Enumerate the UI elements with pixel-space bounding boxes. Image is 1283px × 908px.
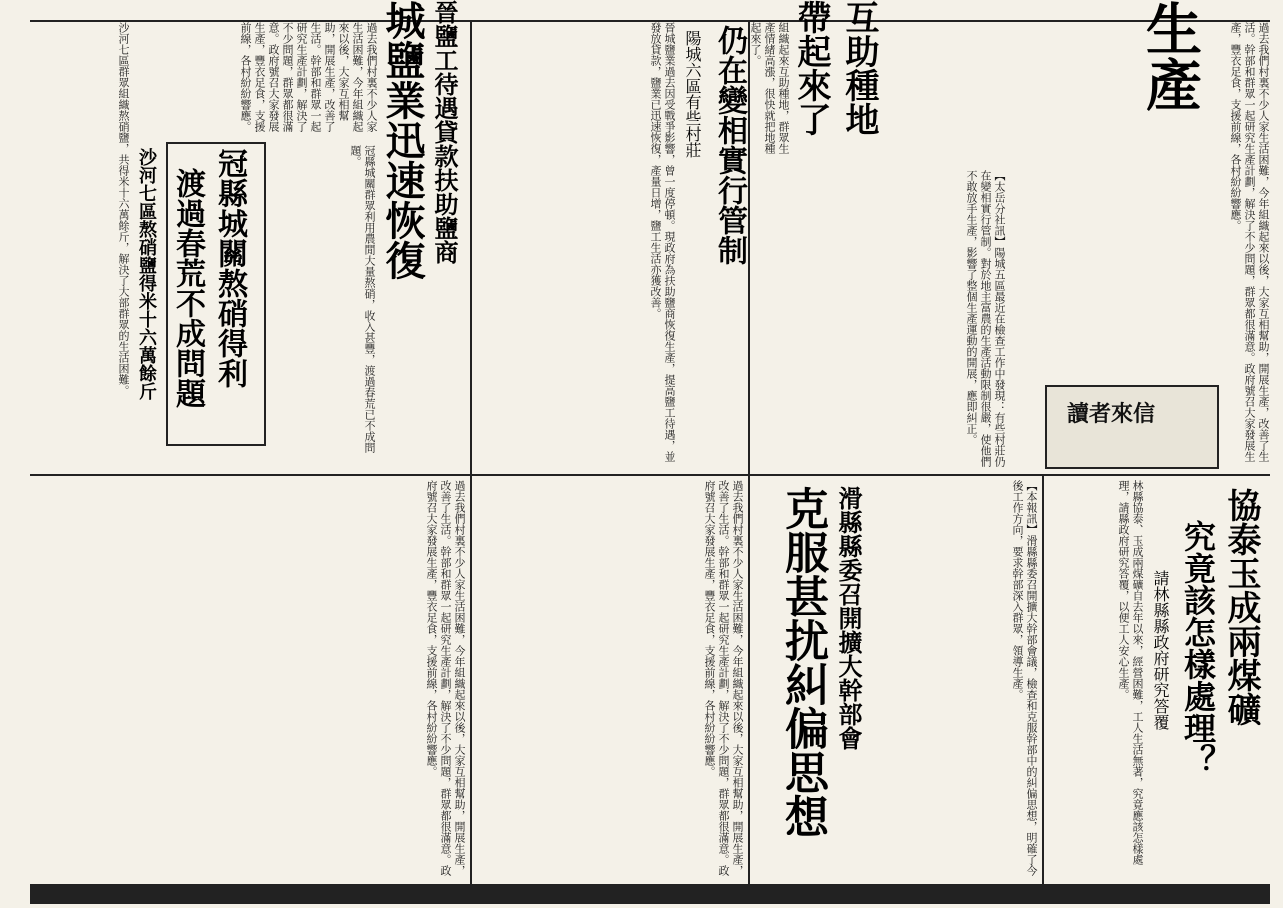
a5-subhead: 滑縣縣委召開擴大幹部會 (834, 486, 863, 750)
a6-headline: 協泰玉成兩煤礦 (1221, 488, 1261, 726)
column-masthead-illustration (1045, 385, 1219, 469)
a2-body: 晉城鹽業過去因受戰爭影響，曾一度停頓。現政府為扶助鹽商恢復生產，提高鹽工待遇，並發放貸款，鹽業已迅速恢復，產量日增，鹽工生活亦獲改善。 (649, 22, 676, 462)
a3-headline: 冠縣城關熬硝得利 (212, 148, 247, 388)
lower-left-body: 過去我們村裏不少人家生活困難，今年組織起來以後，大家互相幫助，開展生產，改善了生活。幹部和群眾一起研究生產計劃，解決了不少問題，群眾都很滿意。政府號召大家發展生產，豐衣足食，支援前線，各村紛紛響應。 (425, 480, 466, 876)
a2-headline: 城鹽業迅速恢復 (379, 0, 426, 280)
masthead-label: 讀者來信 (1067, 401, 1156, 427)
bottom-rule (30, 884, 1270, 904)
article-upper-right-body: 過去我們村裏不少人家生活困難，今年組織起來以後，大家互相幫助，開展生產，改善了生活。幹部和群眾一起研究生產計劃，解決了不少問題，群眾都很滿意。政府號召大家發展生產，豐衣足食，支援前線，各村紛紛響應。 (1229, 22, 1270, 462)
a1-headline: 仍在變相實行管制 (712, 25, 747, 265)
top-right-headline: 生產 (1137, 0, 1203, 112)
divider-lower-3 (470, 474, 472, 884)
a7-subhead: 帶起來了 (791, 0, 831, 136)
a1-subhead: 陽城六區有些村莊 (683, 30, 702, 158)
a7-body: 組織起來互助種地，群眾生產情緒高漲，很快就把地種起來了。 (749, 22, 790, 154)
a6-subhead: 究竟該怎樣處理？ (1179, 520, 1217, 776)
middle-rule (30, 474, 1270, 476)
divider-upper-2 (470, 20, 472, 474)
a4-body: 沙河七區群眾組織熬硝鹽，共得米十六萬餘斤，解決了大部群眾的生活困難。 (117, 22, 130, 396)
a1-body: 【太岳分社訊】陽城五區最近在檢查工作中發現：有些村莊仍在變相實行管制。對於地主富農的生產活動限制很嚴，使他們不敢放手生產，影響了整個生產運動的開展，應即糾正。 (965, 170, 1006, 467)
a7-headline: 互助種地 (839, 0, 879, 136)
a2-body-cont: 過去我們村裏不少人家生活困難，今年組織起來以後，大家互相幫助，開展生產，改善了生活。幹部和群眾一起研究生產計劃，解決了不少問題，群眾都很滿意。政府號召大家發展生產，豐衣足食，支援前線，各村紛紛響應。 (239, 22, 378, 132)
a3-subhead: 渡過春荒不成問題 (170, 168, 205, 408)
divider-lower-2 (748, 474, 750, 884)
a4-headline: 沙河七區熬硝鹽得米十六萬餘斤 (136, 148, 157, 400)
a5-body-cont: 過去我們村裏不少人家生活困難，今年組織起來以後，大家互相幫助，開展生產，改善了生活。幹部和群眾一起研究生產計劃，解決了不少問題，群眾都很滿意。政府號召大家發展生產，豐衣足食，支援前線，各村紛紛響應。 (703, 480, 744, 876)
a5-headline: 克服甚扰糾偏思想 (777, 486, 828, 838)
a2-subhead: 晉鹽工待遇貸款扶助鹽商 (430, 0, 459, 264)
a3-body: 冠縣城關群眾利用農閒大量熬硝，收入甚豐，渡過春荒已不成問題。 (349, 145, 376, 453)
a5-body: 【本報訊】滑縣縣委召開擴大幹部會議，檢查和克服幹部中的糾偏思想，明確了今後工作方向，要求幹部深入群眾，領導生產。 (1011, 480, 1038, 876)
divider-upper-1 (748, 20, 750, 474)
a6-body: 林縣協泰、玉成兩煤礦自去年以來，經營困難，工人生活無著，究竟應該怎樣處理，請縣政府研究答覆，以便工人安心生產。 (1117, 480, 1144, 865)
divider-lower-1 (1042, 474, 1044, 884)
a6-byline: 請林縣縣政府研究答覆 (1151, 570, 1170, 730)
